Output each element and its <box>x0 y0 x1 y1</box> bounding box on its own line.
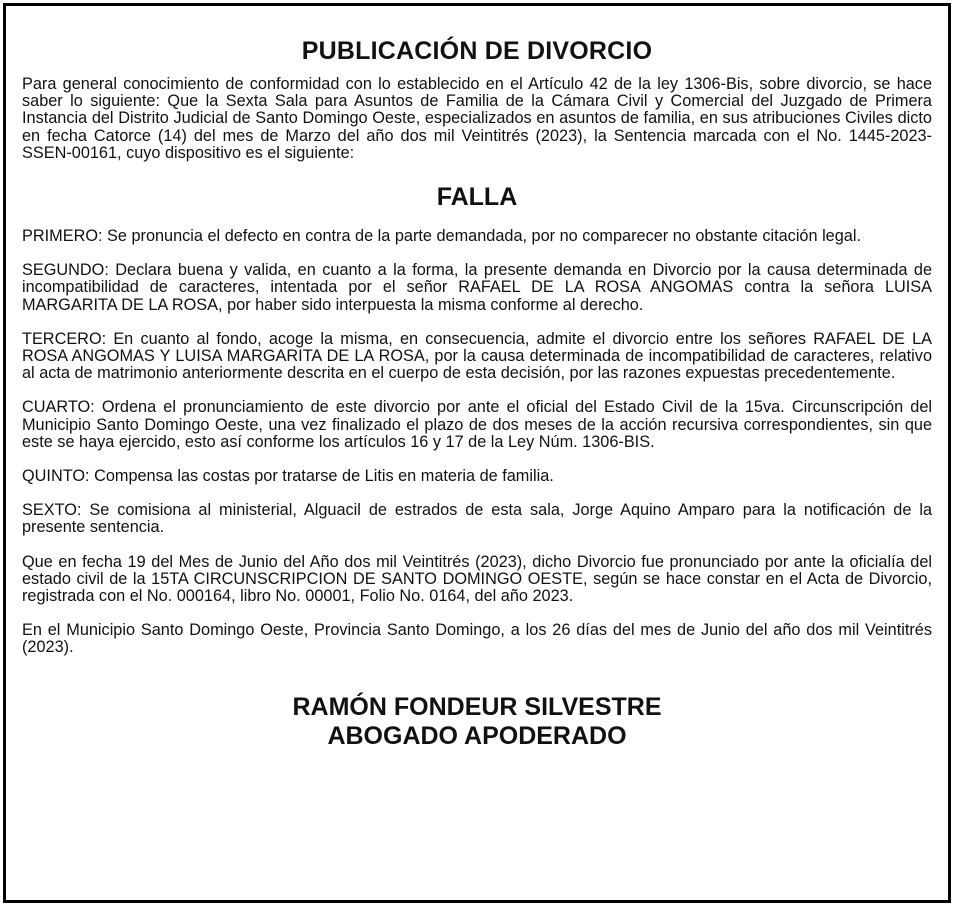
ruling-segundo: SEGUNDO: Declara buena y valida, en cuanto a la forma, la presente demanda en Divorcio por la causa determinada de incompatibilidad de caracteres, intentada por el señor RAFAEL DE LA ROSA ANGOMAS contra la señora LUISA MARGARITA DE LA ROSA, por haber sido interpuesta la misma conforme al derecho. <box>22 261 932 314</box>
pronouncement-paragraph: Que en fecha 19 del Mes de Junio del Año dos mil Veintitrés (2023), dicho Divorcio fue pronunciado por ante la oficialía del estado civil de la 15TA CIRCUNSCRIPCION DE SANTO DOMINGO OESTE, según se hace constar en el Acta de Divorcio, registrada con el No. 000164, libro No. 00001, Folio No. 0164, del año 2023. <box>22 552 932 606</box>
ruling-primero: PRIMERO: Se pronuncia el defecto en contra de la parte demandada, por no comparecer no obstante citación legal. <box>22 227 861 246</box>
ruling-quinto: QUINTO: Compensa las costas por tratarse de Litis en materia de familia. <box>22 467 554 486</box>
signature-name: RAMÓN FONDEUR SILVESTRE <box>292 692 662 721</box>
ruling-tercero: TERCERO: En cuanto al fondo, acoge la misma, en consecuencia, admite el divorcio entre los señores RAFAEL DE LA ROSA ANGOMAS Y LUISA MARGARITA DE LA ROSA, por la causa determinada de incompatibilidad de caracteres, relativo al acta de matrimonio anteriormente descrita en el cuerpo de esta decisión, por las razones expuestas precedentemente. <box>22 329 932 383</box>
intro-paragraph: Para general conocimiento de conformidad con lo establecido en el Artículo 42 de la ley 1306-Bis, sobre divorcio, se hace saber lo siguiente: Que la Sexta Sala para Asuntos de Familia de la Cámara Civil y Comercial del Juzgado de Primera Instancia del Distrito Judicial de Santo Domingo Oeste, especializados en asuntos de familia, en sus atribuciones Civiles dicto en fecha Catorce (14) del mes de Marzo del año dos mil Veintitrés (2023), la Sentencia marcada con el No. 1445-2023-SSEN-00161, cuyo dispositivo es el siguiente: <box>22 75 932 162</box>
ruling-sexto: SEXTO: Se comisiona al ministerial, Alguacil de estrados de esta sala, Jorge Aquino Amparo para la notificación de la presente sentencia. <box>22 501 932 537</box>
notice-body <box>22 6 932 900</box>
falla-heading: FALLA <box>436 183 518 212</box>
notice-title: PUBLICACIÓN DE DIVORCIO <box>301 37 653 65</box>
ruling-cuarto: CUARTO: Ordena el pronunciamiento de este divorcio por ante el oficial del Estado Civil de la 15va. Circunscripción del Municipio Santo Domingo Oeste, una vez finalizado el plazo de dos meses de la acción recursiva correspondientes, sin que este se haya ejercido, esto así conforme los artículos 16 y 17 de la Ley Núm. 1306-BIS. <box>22 398 932 451</box>
notice-frame <box>3 3 951 903</box>
signature-block <box>22 693 932 751</box>
closing-paragraph: En el Municipio Santo Domingo Oeste, Provincia Santo Domingo, a los 26 días del mes de Junio del año dos mil Veintitrés (2023). <box>22 621 932 657</box>
signature-role: ABOGADO APODERADO <box>327 721 627 750</box>
